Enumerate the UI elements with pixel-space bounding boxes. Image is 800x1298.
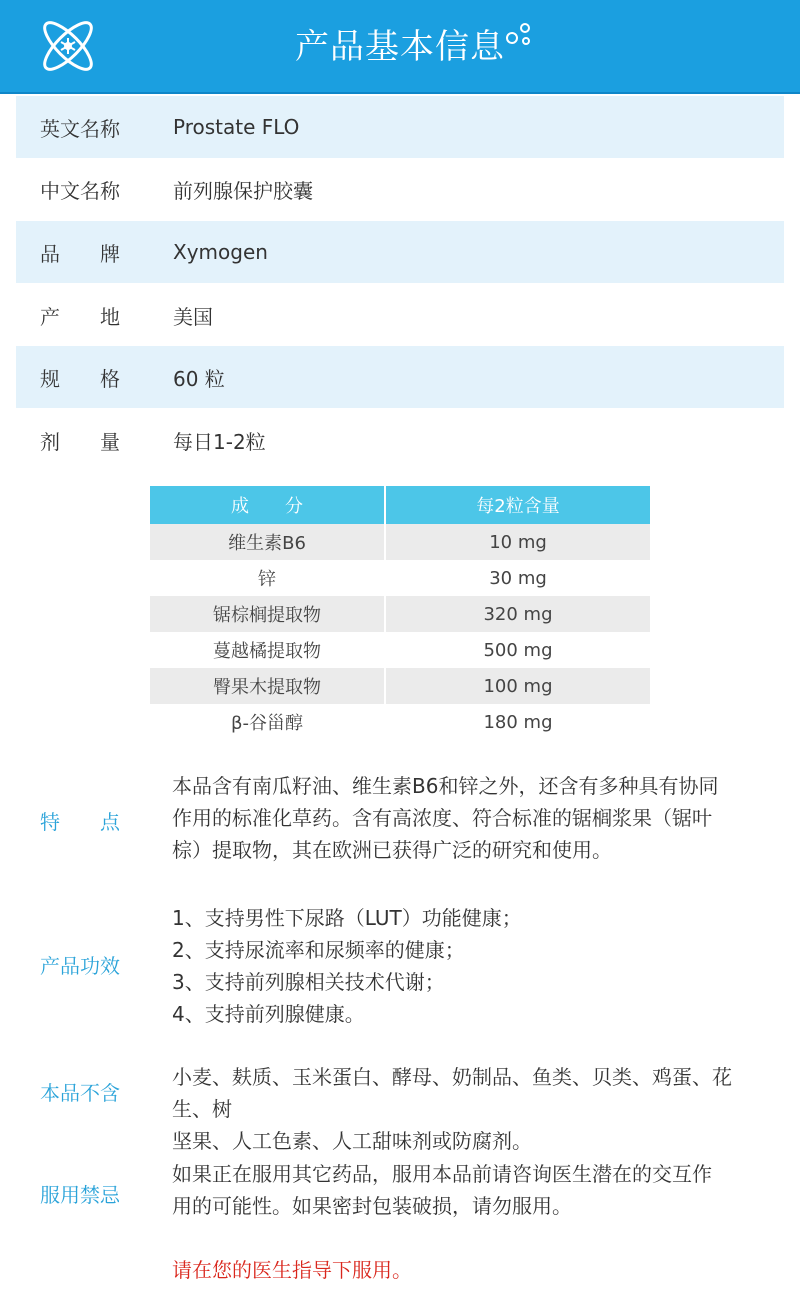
ingredient-amount: 30 mg (385, 560, 650, 596)
ingredients-table (150, 486, 650, 740)
info-label: 品 牌 (40, 241, 120, 266)
page-title: 产品基本信息 (295, 27, 505, 67)
ingredient-amount: 180 mg (385, 704, 650, 740)
info-label: 英文名称 (40, 116, 120, 141)
features-label: 特 点 (40, 810, 120, 834)
ingredient-name: 锌 (150, 560, 385, 596)
effects-line: 2、支持尿流率和尿频率的健康； (172, 938, 465, 962)
effects-line: 1、支持男性下尿路（LUT）功能健康； (172, 906, 522, 930)
table-row (150, 668, 650, 704)
ingredient-amount: 100 mg (385, 668, 650, 704)
doctor-guidance-warning: 请在您的医生指导下服用。 (172, 1258, 412, 1282)
ingredient-amount: 500 mg (385, 632, 650, 668)
info-row-spec (16, 346, 784, 408)
ingredient-name: 维生素B6 (150, 524, 385, 560)
info-value: 每日1-2粒 (173, 429, 266, 454)
info-row-brand (16, 221, 784, 283)
bubbles-icon (504, 20, 534, 48)
contraindications-text (172, 1158, 752, 1222)
excludes-line: 小麦、麸质、玉米蛋白、酵母、奶制品、鱼类、贝类、鸡蛋、花生、树 (172, 1065, 732, 1121)
info-value: 前列腺保护胶囊 (173, 178, 313, 203)
effects-line: 3、支持前列腺相关技术代谢； (172, 970, 445, 994)
ingredient-name: 锯棕榈提取物 (150, 596, 385, 632)
excludes-text (172, 1061, 752, 1157)
info-label: 中文名称 (40, 178, 120, 203)
features-line: 本品含有南瓜籽油、维生素B6和锌之外，还含有多种具有协同 (172, 774, 719, 798)
table-header-row (150, 486, 650, 524)
ingredient-amount: 320 mg (385, 596, 650, 632)
features-text (172, 770, 752, 866)
effects-label: 产品功效 (40, 954, 120, 978)
info-value: Xymogen (173, 240, 268, 264)
info-value: Prostate FLO (173, 115, 300, 139)
info-row-english-name (16, 96, 784, 158)
info-value: 60 粒 (173, 366, 225, 391)
info-row-chinese-name (16, 158, 784, 220)
ingredient-name: 蔓越橘提取物 (150, 632, 385, 668)
info-row-origin (16, 284, 784, 346)
effects-text (172, 902, 752, 1030)
contraindications-line: 如果正在服用其它药品，服用本品前请咨询医生潜在的交互作 (172, 1162, 712, 1186)
effects-line: 4、支持前列腺健康。 (172, 1002, 365, 1026)
ingredient-amount: 10 mg (385, 524, 650, 560)
contraindications-line: 用的可能性。如果密封包装破损，请勿服用。 (172, 1194, 572, 1218)
info-label: 剂 量 (40, 429, 120, 454)
table-row (150, 596, 650, 632)
info-label: 产 地 (40, 304, 120, 329)
info-value: 美国 (173, 304, 213, 329)
features-line: 棕）提取物，其在欧洲已获得广泛的研究和使用。 (172, 838, 612, 862)
table-row (150, 524, 650, 560)
excludes-label: 本品不含 (40, 1081, 120, 1105)
column-header-ingredient: 成 分 (150, 486, 385, 524)
features-line: 作用的标准化草药。含有高浓度、符合标准的锯榈浆果（锯叶 (172, 806, 712, 830)
table-row (150, 560, 650, 596)
info-label: 规 格 (40, 366, 120, 391)
ingredient-name: 臀果木提取物 (150, 668, 385, 704)
table-row (150, 704, 650, 740)
column-header-amount: 每2粒含量 (385, 486, 650, 524)
contraindications-label: 服用禁忌 (40, 1183, 120, 1207)
table-row (150, 632, 650, 668)
ingredient-name: β-谷甾醇 (150, 704, 385, 740)
header-banner (0, 0, 800, 94)
info-row-dosage (16, 409, 784, 471)
excludes-line: 坚果、人工色素、人工甜味剂或防腐剂。 (172, 1129, 532, 1153)
